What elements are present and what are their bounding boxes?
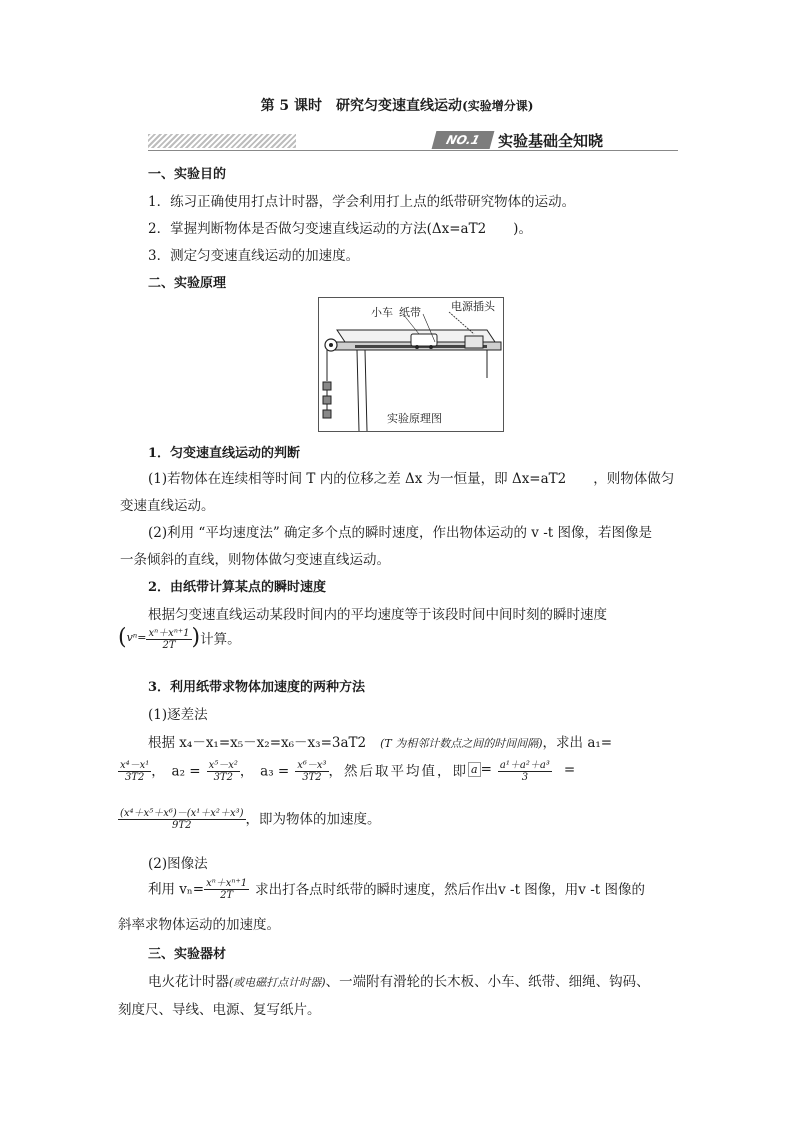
method-2-pre: 利用 vₙ= xyxy=(148,881,205,898)
equipment-line2: 刻度尺、导线、电源、复写纸片。 xyxy=(118,1002,321,1018)
label-tape: 纸带 xyxy=(399,306,421,319)
method-2-post: 求出打各点时纸带的瞬时速度，然后作出v -t 图像，用v -t 图像的 xyxy=(255,881,646,898)
banner-tag: NO.1 xyxy=(432,131,495,149)
judgement-2-line2: 一条倾斜的直线，则物体做匀变速直线运动。 xyxy=(120,552,390,568)
method-2-num: xⁿ＋xⁿ⁺1 xyxy=(204,874,249,890)
method-1-end: ，求出 a₁= xyxy=(542,735,613,751)
instant-velocity-line1: 根据匀变速直线运动某段时间内的平均速度等于该段时间中间时刻的瞬时速度 xyxy=(148,607,607,623)
heading-purpose: 一、实验目的 xyxy=(148,167,227,182)
title-main: 第 5 课时 研究匀变速直线运动 xyxy=(260,98,463,114)
method-1-note: (T 为相邻计数点之间的时间间隔) xyxy=(380,737,543,750)
heading-principle: 二、实验原理 xyxy=(148,276,227,291)
banner-title: 实验基础全知晓 xyxy=(498,132,604,150)
method-2-line1 xyxy=(148,874,645,901)
heading-judgement: 1．匀变速直线运动的判断 xyxy=(148,446,301,461)
formula-lhs: vⁿ= xyxy=(126,631,147,644)
figure-caption: 实验原理图 xyxy=(387,412,442,425)
banner-hatch xyxy=(148,134,296,148)
page-title xyxy=(0,95,794,115)
method-1-title: (1)逐差法 xyxy=(148,707,208,723)
equipment-line1 xyxy=(148,970,650,990)
formula-num: xⁿ＋xⁿ⁺1 xyxy=(146,624,191,640)
big-den: 9T2 xyxy=(172,820,192,831)
a3-label: ， a₃ = xyxy=(239,763,290,780)
avg-num: a¹＋a²＋a³ xyxy=(498,756,552,772)
avg-den: 3 xyxy=(521,772,529,783)
purpose-item-2: 2．掌握判断物体是否做匀变速直线运动的方法(Δx=aT2 )。 xyxy=(148,221,532,237)
equipment-note: (或电磁打点计时器) xyxy=(229,976,326,989)
section-banner xyxy=(148,131,678,151)
big-num: (x⁴＋x⁵＋x⁶)－(x¹＋x²＋x³) xyxy=(118,804,246,820)
formula-after: 计算。 xyxy=(200,631,241,648)
label-car: 小车 xyxy=(371,306,393,319)
equipment-main: 电火花计时器 xyxy=(148,974,229,990)
principle-figure xyxy=(318,297,504,432)
judgement-1-line2: 变速直线运动。 xyxy=(120,498,215,514)
purpose-item-1: 1．练习正确使用打点计时器，学会利用打上点的纸带研究物体的运动。 xyxy=(148,194,576,210)
a2-label: ， a₂ = xyxy=(151,763,201,780)
title-suffix: (实验增分课) xyxy=(462,99,534,113)
label-plug: 电源插头 xyxy=(451,300,495,313)
instant-velocity-formula: (vⁿ= $\frac{\text{xⁿ＋xⁿ⁺1}}{2T}$ )计算。 xyxy=(118,625,241,651)
heading-equipment: 三、实验器材 xyxy=(148,947,227,962)
method-2-den: 2T xyxy=(220,890,234,901)
heading-acceleration-methods: 3．利用纸带求物体加速度的两种方法 xyxy=(148,680,366,695)
method-1-text: 根据 x₄－x₁=x₅－x₂=x₆－x₃=3aT2 xyxy=(148,735,367,751)
judgement-1-line1: (1)若物体在连续相等时间 T 内的位移之差 Δx 为一恒量，即 Δx=aT2 ，则物体做匀 xyxy=(148,471,675,487)
equipment-rest: 、一端附有滑轮的长木板、小车、纸带、细绳、钩码、 xyxy=(325,974,650,990)
a1-den: 3T2 xyxy=(124,772,145,783)
purpose-item-3: 3．测定匀变速直线运动的加速度。 xyxy=(148,248,360,264)
a2-den: 3T2 xyxy=(213,772,233,783)
method-2-line2: 斜率求物体运动的加速度。 xyxy=(118,917,280,933)
judgement-2-line1: (2)利用 “平均速度法” 确定多个点的瞬时速度，作出物体运动的 v -t 图像，若图像是 xyxy=(148,525,652,541)
a3-den: 3T2 xyxy=(302,772,322,783)
method-1-result xyxy=(118,804,381,831)
big-after: ，即为物体的加速度。 xyxy=(245,811,381,828)
banner-rule xyxy=(148,150,678,151)
a2-num: x⁵－x² xyxy=(207,756,240,772)
a1-num: x⁴－x¹ xyxy=(118,756,151,772)
method-1-formulas: $\frac{\text{x⁴－x¹}}{3T2}$ ， a₂ = $\frac{\text{x⁵－x²}}{3T2}$ ， a₃ = $\frac{\text{x⁶－x³}}{3T2}$ ，然后取平均值，即 a = $\frac{\text{a¹＋a²＋a³}}{3}$ = xyxy=(118,756,575,783)
avg-label: ，然后取平均值，即 xyxy=(328,763,469,780)
heading-instant-velocity: 2．由纸带计算某点的瞬时速度 xyxy=(148,580,327,595)
formula-den: 2T xyxy=(162,640,176,651)
a3-num: x⁶－x³ xyxy=(295,756,328,772)
method-2-title: (2)图像法 xyxy=(148,856,208,872)
method-1-line1 xyxy=(148,731,612,751)
avg-symbol: a xyxy=(468,762,481,777)
